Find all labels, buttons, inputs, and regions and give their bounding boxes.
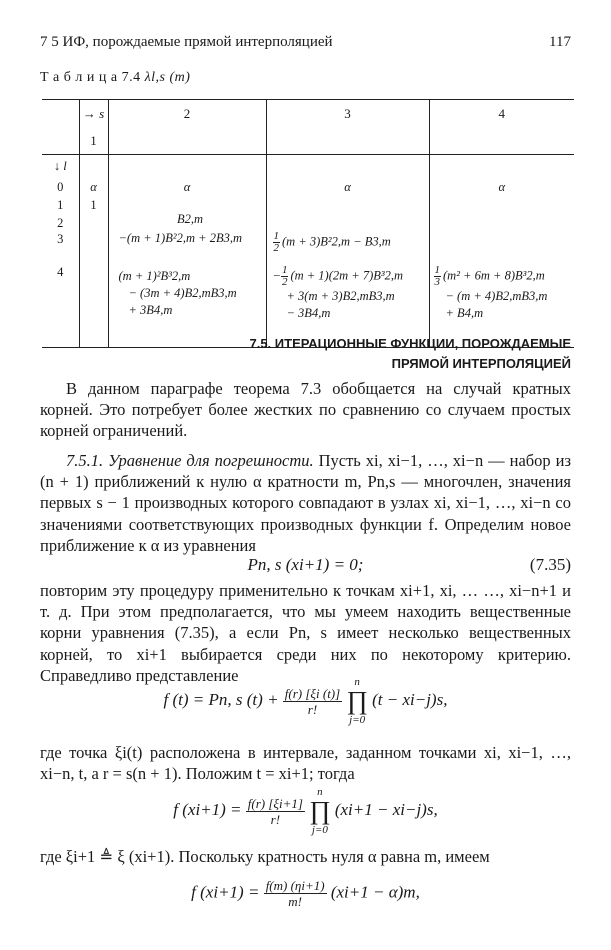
section-title-line-2: ПРЯМОЙ ИНТЕРПОЛЯЦИЕЙ <box>391 356 571 371</box>
c3-r4-line-2: + 3(m + 3)B2,mB3,m <box>286 289 395 303</box>
c2-r4 <box>109 268 266 319</box>
subsection-heading: 7.5.1. Уравнение для погрешности. <box>66 451 314 470</box>
col-header-4: 4 <box>429 100 574 155</box>
equation-representation <box>40 676 571 726</box>
corner-l-label: ↓ l <box>53 159 67 173</box>
eq4-fraction: $\frac{f(m) (\eta i+1)}{m!}$ <box>265 878 325 909</box>
c3-r3: $\frac{1}{2}$ (m + 3)B²2,m − B3,m <box>273 230 391 254</box>
equation-7-35 <box>40 554 571 575</box>
paragraph-intro: В данном параграфе теорема 7.3 обобщается на случай кратных корней. Это потребует более жестких по сравнению со случаем простых корней ограничений. <box>40 379 571 441</box>
col-4-cell <box>429 155 574 348</box>
table-7-4 <box>42 99 574 348</box>
table-caption <box>40 70 190 86</box>
col-1-cell <box>79 155 108 348</box>
c3-frac-half-2: $\frac{1}{2}$ <box>281 264 288 288</box>
section-title-line-1: 7.5. ИТЕРАЦИОННЫЕ ФУНКЦИИ, ПОРОЖДАЕМЫЕ <box>249 336 571 351</box>
col-2-cell <box>108 155 266 348</box>
c3-r4-line-3: − 3B4,m <box>286 306 331 320</box>
row-label-1: 1 <box>57 198 64 212</box>
c4-r4-line-3: + B4,m <box>445 306 484 320</box>
eq3-rhs: (xi+1 − xi−j)s, <box>334 799 438 819</box>
c4-r4-line-2: − (m + 4)B2,mB3,m <box>445 289 548 303</box>
c3-frac-half: $\frac{1}{2}$ <box>273 230 279 254</box>
eq4-lhs: f (xi+1) = <box>191 882 260 902</box>
equation-f-next <box>40 786 571 836</box>
c4-r4-line-1: $\frac{1}{3}$ (m² + 6m + 8)B³2,m <box>434 264 545 288</box>
c3-r4 <box>267 265 429 322</box>
c2-r4-line-3: + 3B4,m <box>128 303 173 317</box>
eq2-rhs: (t − xi−j)s, <box>372 689 448 709</box>
row-label-2: 2 <box>57 216 64 230</box>
section-title <box>249 334 571 374</box>
paragraph-point: где точка ξi(t) расположена в интервале, заданном точками xi, xi−1, …, xi−n, t, а r = s(n + 1). Положим t = xi+1; тогда <box>40 743 571 784</box>
c4-r4 <box>430 265 575 322</box>
page-number: 117 <box>549 34 571 50</box>
c3-r4-line-1: − $\frac{1}{2}$ (m + 1)(2m + 7)B³2,m <box>272 264 404 288</box>
row-label-4: 4 <box>57 265 64 279</box>
eq2-product: n ∏ j=0 <box>346 676 368 726</box>
equation-7-35-body: Pn, s (xi+1) = 0; <box>247 555 364 574</box>
row-label-3: 3 <box>57 232 64 246</box>
eq2-lhs: f (t) = Pn, s (t) + <box>163 689 279 709</box>
col-header-3: 3 <box>266 100 429 155</box>
c1-r0: α <box>90 180 97 194</box>
eq3-fraction: $\frac{f(r) [\xi i+1]}{r!}$ <box>247 795 303 827</box>
table-caption-symbol: λl,s (m) <box>144 70 191 85</box>
c3-r0: α <box>344 180 351 194</box>
row-labels-cell <box>42 155 79 348</box>
eq3-product: n ∏ j=0 <box>309 786 331 836</box>
c2-r3: −(m + 1)B²2,m + 2B3,m <box>118 231 242 245</box>
header-title: 7 5 ИФ, порождаемые прямой интерполяцией <box>40 34 333 50</box>
c4-r0: α <box>498 180 506 194</box>
paragraph-multiplicity: где ξi+1 ≜ ξ (xi+1). Поскольку кратность нуля α равна m, имеем <box>40 847 490 866</box>
c2-r0: α <box>183 180 191 194</box>
corner-s-label: → s 1 <box>79 100 108 155</box>
c1-r1: 1 <box>90 198 97 212</box>
table-blank-corner <box>42 100 79 155</box>
row-label-0: 0 <box>57 180 64 194</box>
paragraph-error-text: Пусть xi, xi−1, …, xi−n — набор из (n + 1) приближений к нулю α кратности m, Pn,s — многочлен, значения первых s − 1 производных которого совпадают в узлах xi, xi−1, …, xi−n со значениями соответствующих производных функции f. Определим новое приближение к α из уравнения <box>40 451 571 555</box>
c4-frac-third: $\frac{1}{3}$ <box>434 264 440 288</box>
equation-f-multiplicity <box>40 878 571 909</box>
c2-r4-line-1: (m + 1)²B³2,m <box>118 269 191 283</box>
col-header-2: 2 <box>108 100 266 155</box>
c2-r2: B2,m <box>176 212 204 226</box>
paragraph-procedure: повторим эту процедуру применительно к точкам xi+1, xi, … …, xi−n+1 и т. д. При этом предполагается, что мы умеем находить вещественные корни уравнения (7.35), а если Pn, s имеет несколько вещественных корней, то xi+1 выбирается среди них по некоторому критерию. Справедливо представление <box>40 581 571 685</box>
eq3-lhs: f (xi+1) = <box>173 799 242 819</box>
c2-r4-line-2: − (3m + 4)B2,mB3,m <box>128 286 237 300</box>
eq2-fraction: $\frac{f(r) [\xi i (t)]}{r!}$ <box>284 685 341 717</box>
equation-number: (7.35) <box>529 555 571 574</box>
eq4-rhs: (xi+1 − α)m, <box>330 882 420 902</box>
col-3-cell <box>266 155 429 348</box>
paragraph-error-equation <box>40 450 571 556</box>
table-caption-prefix: Т а б л и ц а 7.4 <box>40 70 141 85</box>
running-header <box>40 34 571 51</box>
